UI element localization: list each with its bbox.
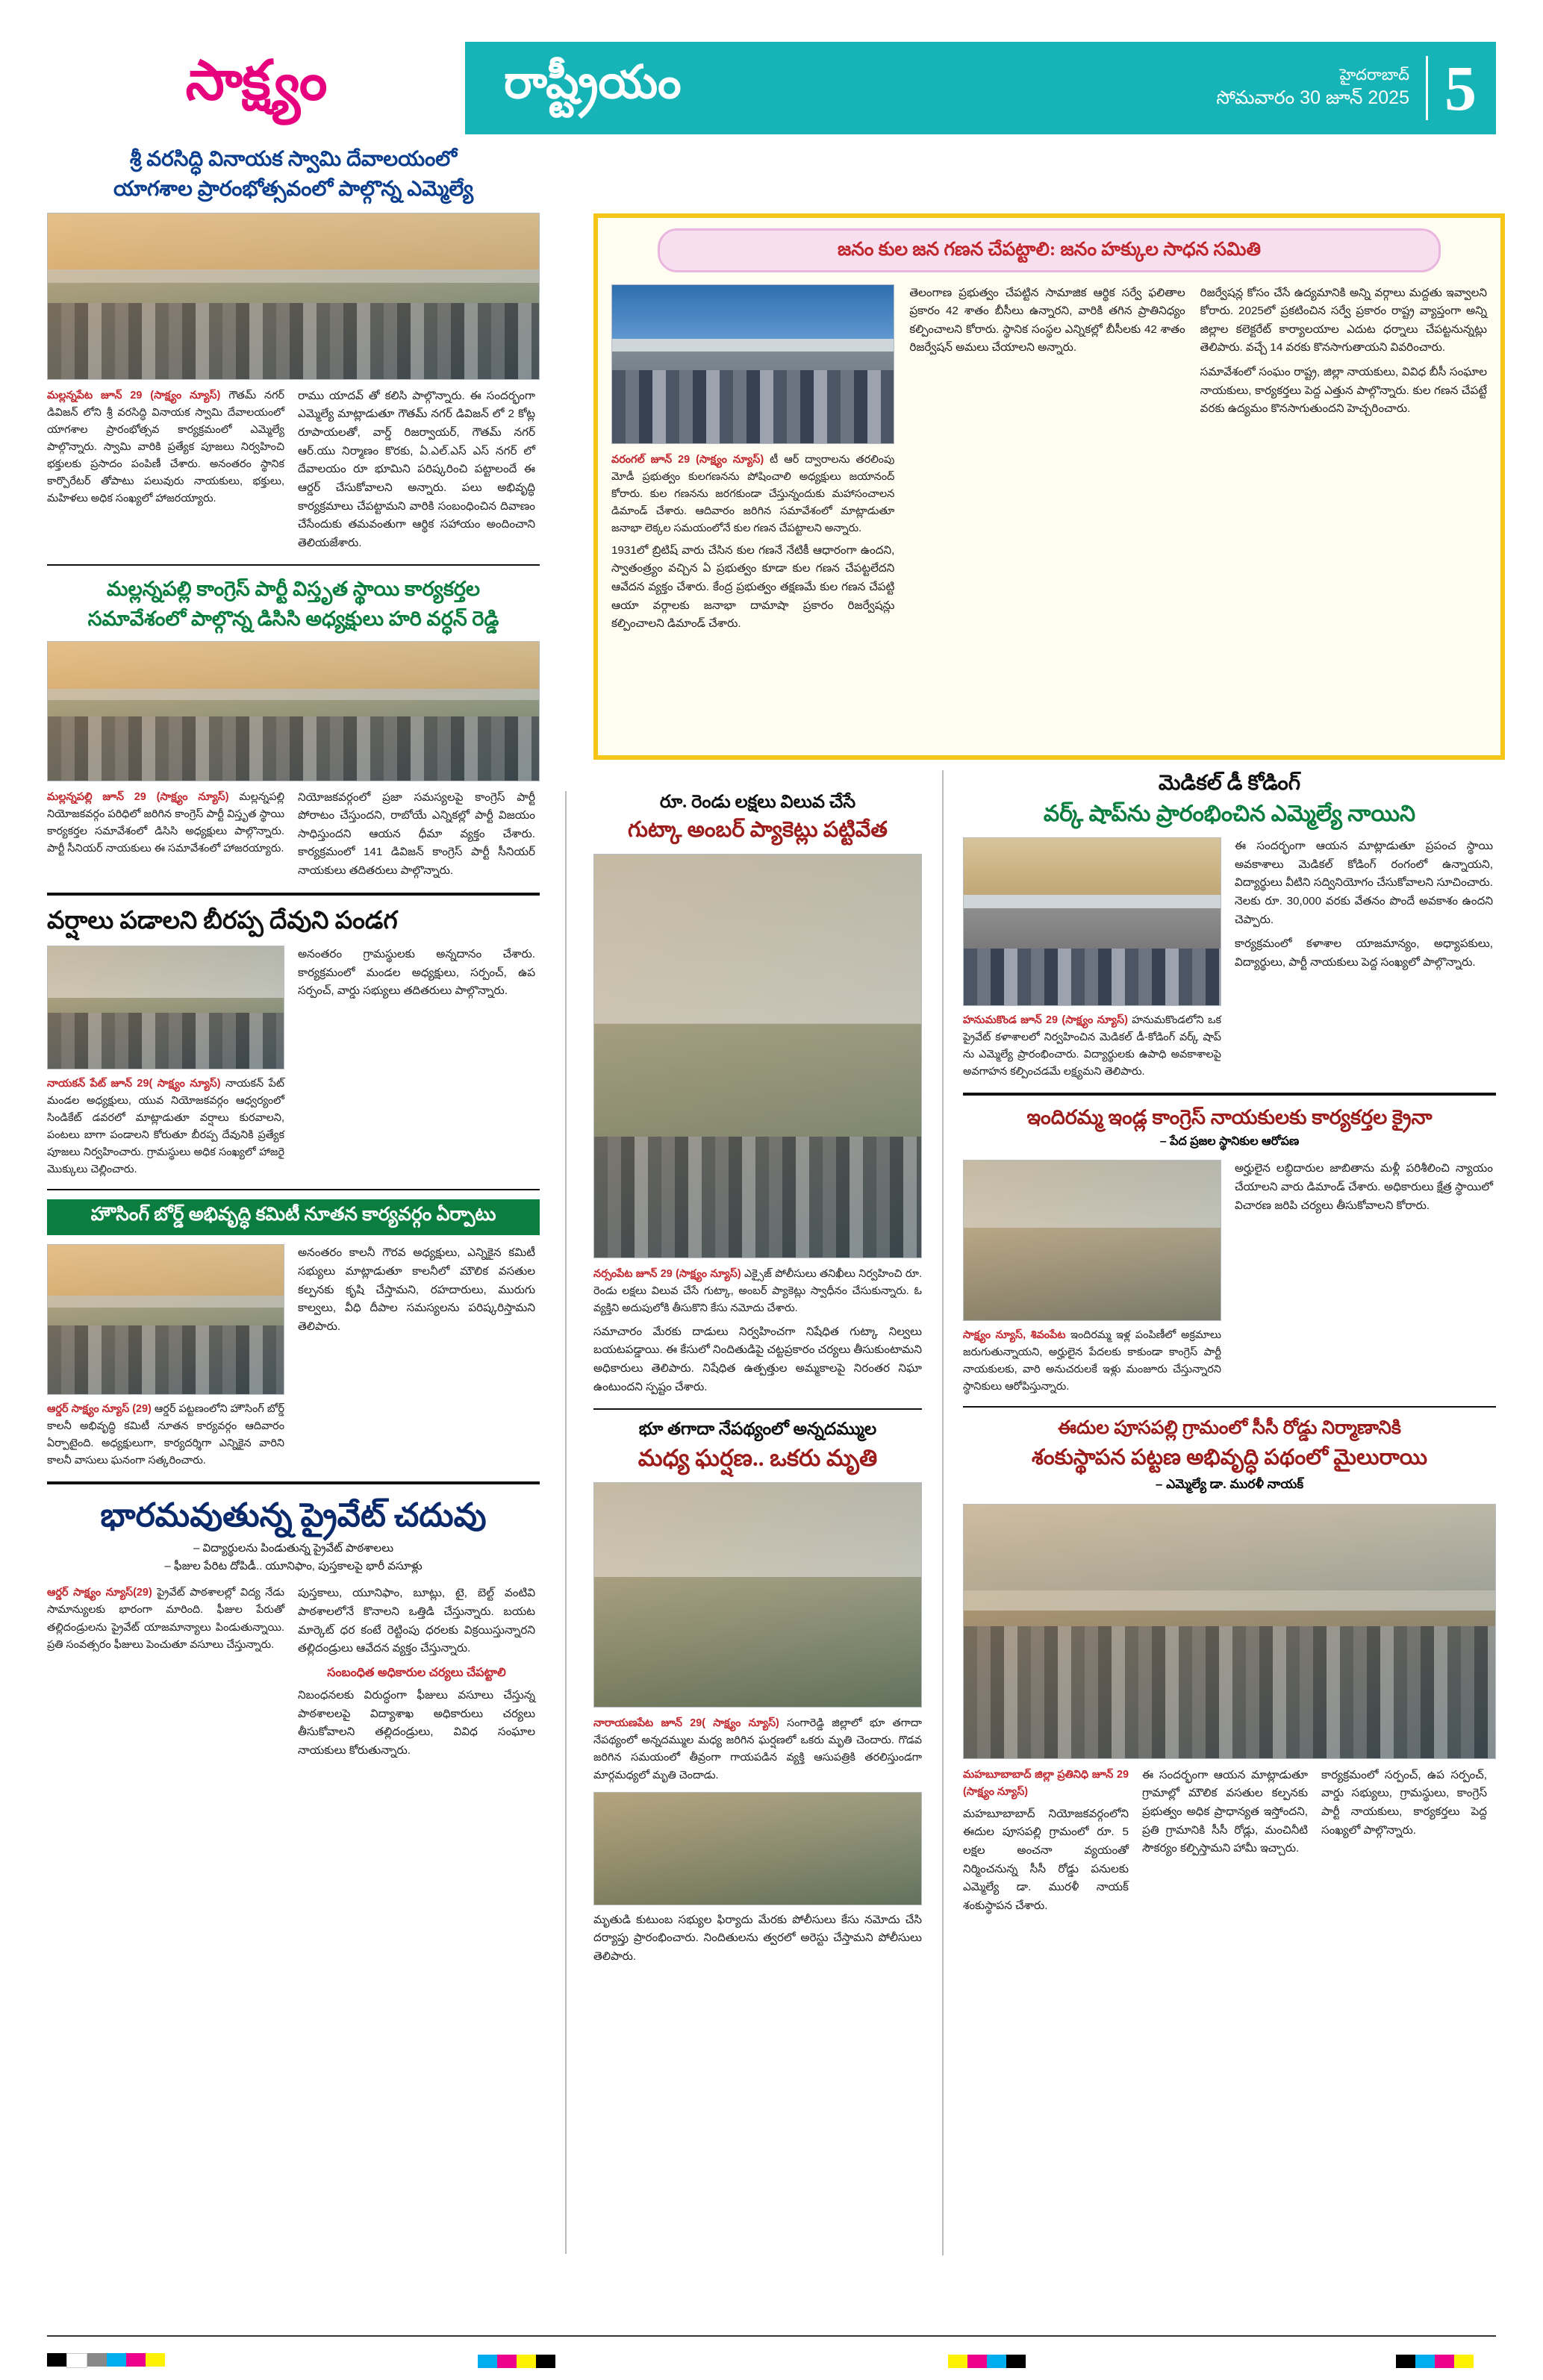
a9-photo: [963, 837, 1221, 1006]
article-varasiddhi-vinayaka: [47, 146, 540, 552]
article-rain-festival: [47, 906, 540, 1179]
a7-photo: [593, 854, 922, 1258]
a6-photo: [611, 284, 894, 444]
a5-body2: పుస్తకాలు, యూనిఫాం, బూట్లు, టై, బెల్ట్ వంటివి పాఠశాలలోనే కొనాలని ఒత్తిడి చేస్తున్నారు. బయట మార్కెట్ ధర కంటే రెట్టింపు ధరలకు విక్రయిస్తున్నారని తల్లిదండ్రులు ఆవేదన వ్యక్తం చేస్తున్నారు.: [298, 1587, 535, 1655]
divider-5: [593, 1408, 922, 1410]
a3-caption: [47, 1075, 284, 1178]
a6-banner: [658, 228, 1441, 272]
article-medical-decoding: [963, 770, 1496, 1081]
article-housing-board: [47, 1199, 540, 1469]
a6-body5: సమావేశంలో సంఘం రాష్ట్ర, జిల్లా నాయకులు, వివిధ బీసీ సంఘాల నాయకులు, కార్యకర్తలు పెద్ద ఎత్తున పాల్గొన్నారు. కుల గణన చేపట్టే వరకు ఉద్యమం కొనసాగుతుందని హెచ్చరించారు.: [1200, 366, 1487, 416]
a9-dateline: హనుమకొండ జూన్ 29 (సాక్ష్యం న్యూస్): [963, 1014, 1128, 1026]
a2-body2: నియోజకవర్గంలో ప్రజా సమస్యలపై కాంగ్రెస్ పార్టీ పోరాటం చేస్తుందని, రాబోయే ఎన్నికల్లో పార్టీ విజయం సాధిస్తుందని ఆయన ధీమా వ్యక్తం చేశారు. కార్యక్రమంలో 141 డివిజన్ కాంగ్రెస్ పార్టీ సీనియర్ నాయకులు తదితరులు పాల్గొన్నారు.: [298, 790, 535, 878]
a10-dateline: సాక్ష్యం న్యూస్, శివంపేట: [963, 1329, 1066, 1342]
article-gutka-seizure: [593, 791, 922, 1396]
column-rule-2: [942, 770, 944, 2255]
a1-body: గౌతమ్ నగర్ డివిజన్ లోని శ్రీ వరసిద్ధి వినాయక స్వామి దేవాలయంలో యాగశాల ప్రారంభోత్సవ కార్యక్రమంలో ఎమ్మెల్యే పాల్గొన్నారు. స్వామి వారికి ప్రత్యేక పూజలు నిర్వహించి భక్తులకు ప్రసాదం పంపిణీ చేశారు. అనంతరం స్థానిక కార్పొరేటర్ తోపాటు పలువురు నాయకులు, భక్తులు, మహిళలు అధిక సంఖ్యలో హాజరయ్యారు.: [47, 389, 285, 505]
a2-dateline: మల్లన్నపల్లి జూన్ 29 (సాక్ష్యం న్యూస్): [47, 790, 229, 803]
article-brothers-clash: [593, 1419, 922, 1966]
a9-body2: ఈ సందర్భంగా ఆయన మాట్లాడుతూ ప్రపంచ స్థాయి అవకాశాలు మెడికల్ కోడింగ్ రంగంలో ఉన్నాయని, విద్యార్థులు వీటిని సద్వినియోగం చేసుకోవాలని సూచించారు. నెలకు రూ. 30,000 వరకు వేతనం పొందే అవకాశం ఉందని చెప్పారు.: [1235, 840, 1493, 926]
a10-caption: [963, 1327, 1221, 1396]
a8-body2: మృతుడి కుటుంబ సభ్యుల ఫిర్యాదు మేరకు పోలీసులు కేసు నమోదు చేసి దర్యాప్తు ప్రారంభించారు. నిందితులను త్వరలో అరెస్టు చేస్తామని పోలీసులు తెలిపారు.: [593, 1913, 922, 1963]
a8-body: సంగారెడ్డి జిల్లాలో భూ తగాదా నేపథ్యంలో అన్నదమ్ముల మధ్య జరిగిన ఘర్షణలో ఒకరు మృతి చెందారు. గొడవ జరిగిన సమయంలో తీవ్రంగా గాయపడిన వ్యక్తి ఆసుపత్రికి తరలిస్తుండగా మార్గమధ్యలో మృతి చెందాడు.: [593, 1717, 923, 1781]
masthead: [47, 42, 1496, 134]
a5-headline: భారమవుతున్న ప్రైవేట్ చదువు: [100, 1497, 487, 1534]
feature-box-caste-census: [593, 213, 1505, 760]
divider-3: [47, 1189, 540, 1190]
a5-body3: నిబంధనలకు విరుద్ధంగా ఫీజులు వసూలు చేస్తున్న పాఠశాలలపై విద్యాశాఖ అధికారులు చర్యలు తీసుకోవాలని తల్లిదండ్రులు, వివిధ సంఘాల నాయకులు కోరుతున్నారు.: [298, 1688, 535, 1757]
masthead-divider: [1426, 56, 1428, 120]
dateline-block: [1216, 65, 1426, 111]
a8-dateline: నారాయణపేట జూన్ 29( సాక్ష్యం న్యూస్): [593, 1717, 779, 1730]
section-title-area: [465, 42, 1216, 134]
a7-caption: [593, 1266, 922, 1317]
a3-body2: అనంతరం గ్రామస్థులకు అన్నదానం చేశారు. కార్యక్రమంలో మండల అధ్యక్షులు, సర్పంచ్, ఉప సర్పంచ్, వార్డు సభ్యులు తదితరులు పాల్గొన్నారు.: [298, 947, 535, 998]
a10-headline: ఇందిరమ్మ ఇండ్ల కాంగ్రెస్ నాయకులకు కార్యకర్తల క్రైనా: [1026, 1106, 1433, 1129]
a7-headline-2: గుట్కా అంబర్ ప్యాకెట్లు పట్టివేత: [628, 818, 888, 842]
divider-4: [47, 1481, 540, 1484]
a6-body1: టీ ఆర్ ద్వారాలను తరలింపు మోడీ ప్రభుత్వం కులగణనను పోషించాలి అధ్యక్షులు జయానంద్ కోరారు. కుల గణనను జరగకుండా చేస్తున్నందుకు మహాసంచాలన డిమాండ్ చేశారు. ఆదివారం జరిగిన సమావేశంలో మాట్లాడుతూ జనాభా లెక్కల సమయంలోనే కుల గణన చేపట్టాలని అన్నారు.: [611, 453, 895, 534]
a4-dateline: ఆర్డర్ సాక్ష్యం న్యూస్ (29): [47, 1403, 152, 1416]
page-bottom-rule: [47, 2335, 1496, 2337]
a1-headline-line2: యాగశాల ప్రారంభోత్సవంలో పాల్గొన్న ఎమ్మెల్యే: [113, 178, 474, 202]
masthead-right: [1216, 42, 1496, 134]
a9-caption: [963, 1012, 1221, 1081]
a11-photo: [963, 1504, 1496, 1759]
a5-subhead-2: – ఫీజుల పేరిట దోపిడీ.. యూనిఫాం, పుస్తకాలపై భారీ వసూళ్లు: [164, 1560, 423, 1573]
a3-dateline: నాయకన్ పేట్ జూన్ 29( సాక్ష్యం న్యూస్): [47, 1077, 221, 1090]
a6-body3: తెలంగాణ ప్రభుత్వం చేపట్టిన సామాజిక ఆర్థిక సర్వే ఫలితాల ప్రకారం 42 శాతం బీసీలు ఉన్నారని, వారికి తగిన ప్రాతినిధ్యం కల్పించాలని కోరారు. స్థానిక సంస్థల ఎన్నికల్లో బీసీలకు 42 శాతం రిజర్వేషన్ అమలు చేయాలని అన్నారు.: [909, 286, 1185, 354]
a1-caption: [47, 387, 284, 507]
a9-headline-2: వర్క్ షాప్‌ను ప్రారంభించిన ఎమ్మెల్యే నాయిని: [1043, 802, 1416, 826]
divider-1: [47, 564, 540, 566]
a3-photo: [47, 946, 284, 1069]
edition-city: హైదరాబాద్: [1339, 66, 1409, 84]
a11-subhead: – ఎమ్మెల్యే డా. మురళీ నాయక్: [1155, 1476, 1304, 1491]
a2-photo: [47, 641, 540, 781]
a6-body2: 1931లో బ్రిటిష్ వారు చేసిన కుల గణనే నేటికీ ఆధారంగా ఉందని, స్వాతంత్ర్యం వచ్చిన ఏ ప్రభుత్వం కూడా కుల గణన చేపట్టలేదని ఆవేదన వ్యక్తం చేశారు. కేంద్ర ప్రభుత్వం తక్షణమే కుల గణన చేపట్టి ఆయా వర్గాలకు జనాభా దామాషా ప్రకారం రిజర్వేషన్లు కల్పించాలని డిమాండ్ చేశారు.: [611, 543, 895, 631]
a7-dateline: నర్సంపేట జూన్ 29 (సాక్ష్యం న్యూస్): [593, 1267, 741, 1280]
article-indiramma-houses: [963, 1105, 1496, 1396]
a5-body: ప్రైవేట్ పాఠశాలల్లో విద్య నేడు సామాన్యులకు భారంగా మారింది. ఫీజుల పేరుతో తల్లిదండ్రులను ప్రైవేట్ యాజమాన్యాలు పిండుతున్నాయి. ప్రతి సంవత్సరం ఫీజులు పెంచుతూ వసూలు చేస్తున్నారు.: [47, 1587, 284, 1651]
a3-headline: వర్షాలు పడాలని బీరప్ప దేవుని పండగ: [47, 907, 398, 934]
a7-body: ఎక్సైజ్ పోలీసులు తనిఖీలు నిర్వహించి రూ. రెండు లక్షలు విలువ చేసే గుట్కా, అంబర్ ప్యాకెట్లు స్వాధీనం చేసుకున్నారు. ఓ వ్యక్తిని అదుపులోకి తీసుకొని కేసు నమోదు చేశారు.: [593, 1267, 922, 1314]
a1-headline-line1: శ్రీ వరసిద్ధి వినాయక స్వామి దేవాలయంలో: [129, 148, 458, 171]
a4-headline: హౌసింగ్ బోర్డ్ అభివృద్ధి కమిటీ నూతన కార్యవర్గం ఏర్పాటు: [47, 1199, 540, 1235]
masthead-logo-area: [47, 42, 465, 134]
a8-photo-portrait: [593, 1482, 922, 1708]
a11-body: మహబూబాబాద్ నియోజకవర్గంలోని ఈదుల పూసపల్లి గ్రామంలో రూ. 5 లక్షల అంచనా వ్యయంతో నిర్మించనున్న సీసీ రోడ్డు పనులకు ఎమ్మెల్యే డా. మురళీ నాయక్ శంకుస్థాపన చేశారు.: [963, 1807, 1129, 1912]
a2-headline-line1: మల్లన్నపల్లి కాంగ్రెస్ పార్టీ విస్తృత స్థాయి కార్యకర్తల: [106, 578, 481, 601]
a6-body4: రిజర్వేషన్ల కోసం చేసే ఉద్యమానికి అన్ని వర్గాలు మద్దతు ఇవ్వాలని కోరారు. 2025లో ప్రకటించిన సర్వే ప్రకారం రాష్ట్ర వ్యాప్తంగా అన్ని జిల్లాల కలెక్టరేట్ కార్యాలయాల ఎదుట ధర్నాలు చేపట్టనున్నట్లు తెలిపారు. వచ్చే 14 వరకు కొనసాగుతాయని వివరించారు.: [1200, 286, 1487, 354]
divider-2: [47, 893, 540, 896]
a10-body: ఇందిరమ్మ ఇళ్ల పంపిణీలో అక్రమాలు జరుగుతున్నాయని, అర్హులైన పేదలకు కాకుండా కాంగ్రెస్ పార్టీ నాయకులకు, వారి అనుచరులకే ఇళ్లు మంజూరు చేస్తున్నారని స్థానికులు ఆరోపిస్తున్నారు.: [963, 1329, 1221, 1393]
registration-bars-right: [1396, 2355, 1474, 2368]
a6-caption: [611, 452, 894, 537]
a11-body3: కార్యక్రమంలో సర్పంచ్, ఉప సర్పంచ్, వార్డు సభ్యులు, గ్రామస్థులు, కాంగ్రెస్ పార్టీ నాయకులు, కార్యకర్తలు పెద్ద సంఖ్యలో పాల్గొన్నారు.: [1321, 1768, 1487, 1837]
a5-subhead-1: – విద్యార్థులను పిండుతున్న ప్రైవేట్ పాఠశాలలు: [193, 1542, 394, 1555]
a7-headline-1: రూ. రెండు లక్షలు విలువ చేసే: [659, 793, 856, 812]
a8-caption: [593, 1715, 922, 1784]
page-number: 5: [1444, 52, 1477, 124]
a7-body2: సమాచారం మేరకు దాడులు నిర్వహించగా నిషేధిత గుట్కా నిల్వలు బయటపడ్డాయి. ఈ కేసులో నిందితుడిపై చట్టప్రకారం చర్యలు తీసుకుంటామని అధికారులు తెలిపారు. నిషేధిత ఉత్పత్తుల అమ్మకాలపై నిరంతర నిఘా ఉంటుందని స్పష్టం చేశారు.: [593, 1325, 922, 1393]
a1-dateline: మల్లన్నపేట జూన్ 29 (సాక్ష్యం న్యూస్): [47, 389, 221, 402]
a11-dateline: మహబూబాబాద్ జిల్లా ప్రతినిధి జూన్ 29 (సాక్ష్యం న్యూస్): [963, 1768, 1129, 1798]
a9-body: హనుమకొండలోని ఒక ప్రైవేట్ కళాశాలలో నిర్వహించిన మెడికల్ డీ-కోడింగ్ వర్క్ షాప్ ను ఎమ్మెల్యే ప్రారంభించారు. విద్యార్థులకు ఉపాధి అవకాశాలపై అవగాహన కల్పించడమే లక్ష్యమని తెలిపారు.: [963, 1014, 1221, 1078]
a11-headline-1: ఈదుల పూసపల్లి గ్రామంలో సీసీ రోడ్డు నిర్మాణానికి: [1058, 1418, 1401, 1439]
a11-body2: ఈ సందర్భంగా ఆయన మాట్లాడుతూ గ్రామాల్లో మౌలిక వసతుల కల్పనకు ప్రభుత్వం అధిక ప్రాధాన్యత ఇస్తోందని, ప్రతి గ్రామానికి సీసీ రోడ్లు, మంచినీటి సౌకర్యం కల్పిస్తామని హామీ ఇచ్చారు.: [1142, 1768, 1308, 1855]
registration-bars-mid1: [478, 2355, 555, 2368]
a10-body2: అర్హులైన లబ్ధిదారుల జాబితాను మళ్లీ పరిశీలించి న్యాయం చేయాలని వారు డిమాండ్ చేశారు. అధికారులు క్షేత్ర స్థాయిలో విచారణ జరిపి చర్యలు తీసుకోవాలని కోరారు.: [1235, 1162, 1493, 1212]
a4-body2: అనంతరం కాలనీ గౌరవ అధ్యక్షులు, ఎన్నికైన కమిటీ సభ్యులు మాట్లాడుతూ కాలనీలో మౌలిక వసతుల కల్పనకు కృషి చేస్తామని, రహదారులు, మురుగు కాల్వలు, వీధి దీపాల సమస్యలను పరిష్కరిస్తామని తెలిపారు.: [298, 1246, 535, 1333]
column-rule-1: [565, 791, 567, 2254]
registration-bars-mid2: [948, 2355, 1026, 2368]
a2-headline-line2: సమావేశంలో పాల్గొన్న డిసిసి అధ్యక్షులు హరి వర్ధన్ రెడ్డి: [87, 607, 499, 630]
a10-photo: [963, 1160, 1221, 1321]
column-2: [593, 791, 922, 1966]
a9-headline-1: మెడికల్ డీ కోడింగ్: [1158, 772, 1301, 795]
a5-dateline: ఆర్డర్ సాక్ష్యం న్యూస్(29): [47, 1587, 152, 1599]
a4-caption: [47, 1401, 284, 1469]
a8-photo-scene: [593, 1792, 922, 1905]
a4-photo: [47, 1244, 284, 1395]
publication-logo: సాక్ష్యం: [185, 51, 327, 112]
article-private-education: [47, 1495, 540, 1760]
article-cc-road-foundation: [963, 1417, 1496, 1915]
a8-headline-1: భూ తగాదా నేపథ్యంలో అన్నదమ్ముల: [638, 1419, 877, 1439]
a2-body: మల్లన్నపల్లి నియోజకవర్గం పరిధిలో జరిగిన కాంగ్రెస్ పార్టీ విస్తృత స్థాయి కార్యకర్తల సమావేశంలో డిసిసి అధ్యక్షులు పాల్గొన్నారు. పార్టీ సీనియర్ నాయకులు ఈ సమావేశంలో హాజరయ్యారు.: [47, 790, 285, 855]
column-1: [47, 146, 540, 1760]
a6-banner-text: జనం కుల జన గణన చేపట్టాలి: జనం హక్కుల సాధన సమితి: [837, 240, 1262, 260]
a4-body: ఆర్డర్ పట్టణంలోని హౌసింగ్ బోర్డ్ కాలనీ అభివృద్ధి కమిటీ నూతన కార్యవర్గం ఆదివారం ఏర్పాటైంది. అధ్యక్షులుగా, కార్యదర్శిగా ఎన్నికైన వారిని కాలనీ వాసులు ఘనంగా సత్కరించారు.: [47, 1403, 284, 1467]
a1-photo: [47, 213, 540, 380]
a10-subhead: – పేద ప్రజల స్థానికుల ఆరోపణ: [1159, 1135, 1300, 1149]
registration-bars-left: [47, 2353, 165, 2368]
column-3: [963, 770, 1496, 1916]
a5-caption: [47, 1584, 284, 1653]
a2-caption: [47, 789, 284, 858]
edition-date: సోమవారం 30 జూన్ 2025: [1216, 87, 1409, 109]
a3-body: నాయకన్ పేట్ మండల అధ్యక్షులు, యువ నియోజకవర్గం ఆధ్వర్యంలో సిండికేట్ డ‌వ‌ర‌లో మాట్లాడుతూ వర్షాలు కురవాలని, పంటలు బాగా పండాలని కోరుతూ బీరప్ప దేవునికి ప్రత్యేక పూజలు నిర్వహించారు. గ్రామస్థులు అధిక సంఖ్యలో హాజరై మొక్కులు చెల్లించారు.: [47, 1077, 285, 1176]
divider-7: [963, 1406, 1496, 1408]
a1-body2: రాము యాదవ్ తో కలిసి పాల్గొన్నారు. ఈ సందర్భంగా ఎమ్మెల్యే మాట్లాడుతూ గౌతమ్ నగర్ డివిజన్ లో 2 కోట్ల రూపాయలతో, వార్డ్ రిజర్వాయర్, గౌతమ్ నగర్ ఆర్.యు నిర్మాణం కొరకు, ఏ.ఎల్.ఎస్ ఎస్ నగర్ లో దేవాలయం రూ భూమిని పరిష్కరించి పట్టాలందే ఈ ఆర్డర్ చేసుకోవాలని అన్నారు. పలు అభివృద్ధి కార్యక్రమాలు చేపట్టామని వారికి సంబంధించిన దివాణం చేసేందుకు తమవంతుగా ఆర్థిక సహాయం అందించాని తెలియజేశారు.: [298, 389, 535, 549]
a11-caption: [963, 1767, 1129, 1801]
a8-headline-2: మధ్య ఘర్షణ.. ఒకరు మృతి: [638, 1445, 878, 1472]
section-title: రాష్ట్రీయం: [504, 57, 682, 108]
a6-dateline: వరంగల్ జూన్ 29 (సాక్ష్యం న్యూస్): [611, 453, 764, 466]
divider-6: [963, 1093, 1496, 1096]
a9-body3: కార్యక్రమంలో కళాశాల యాజమాన్యం, అధ్యాపకులు, విద్యార్థులు, పార్టీ నాయకులు పెద్ద సంఖ్యలో పాల్గొన్నారు.: [1235, 937, 1493, 969]
article-congress-meeting: [47, 576, 540, 880]
a5-subhead-3: సంబంధిత అధికారుల చర్యలు చేపట్టాలి: [327, 1666, 506, 1679]
a11-headline-2: శంకుస్థాపన పట్టణ అభివృద్ధి పథంలో మైలురాయి: [1031, 1445, 1428, 1469]
